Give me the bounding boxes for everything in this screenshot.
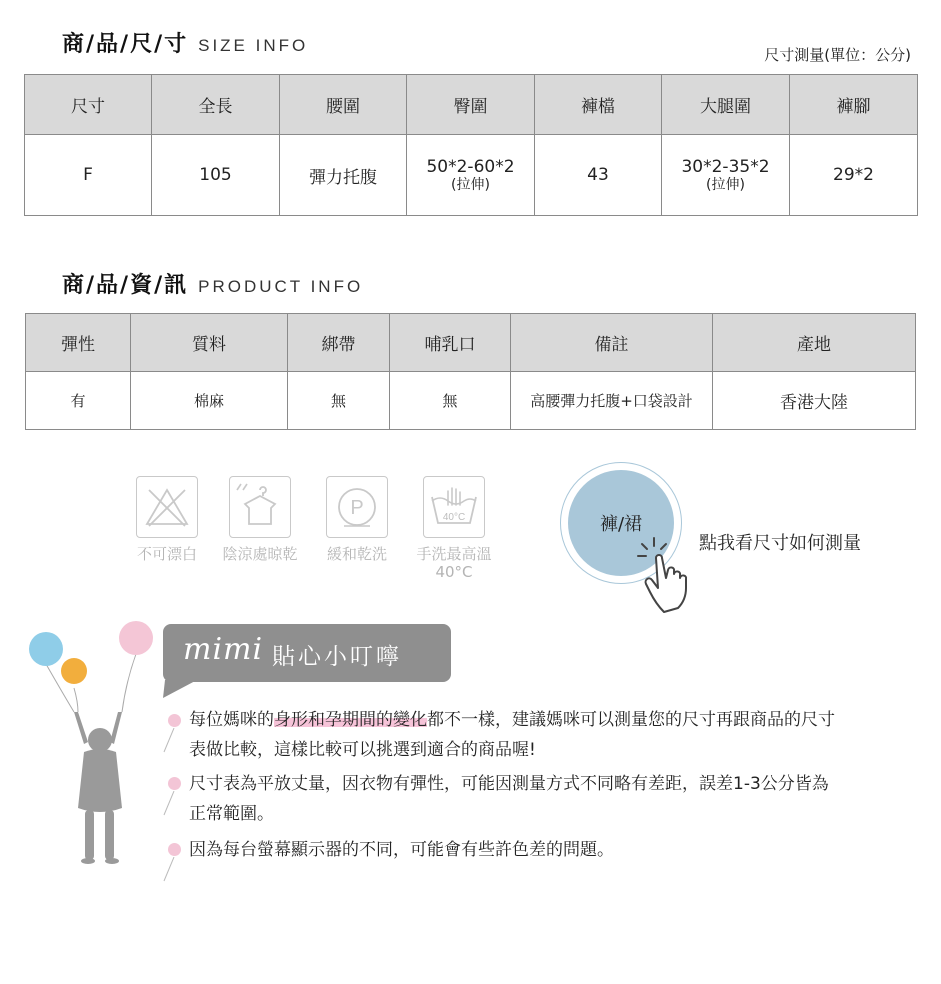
size-header-cell: 腰圍 [280,75,407,135]
thigh-note: (拉伸) [706,177,745,193]
size-cell-thigh [662,135,790,216]
size-section-heading [62,27,308,58]
size-cell: 43 [535,135,662,216]
shade-dry-icon [229,476,291,538]
hand-wash-temp: 40°C [435,563,473,581]
dry-clean-p-icon [326,476,388,538]
blue-balloon-icon [29,632,63,666]
product-section-subtitle: PRODUCT INFO [198,277,364,296]
size-section-subtitle: SIZE INFO [198,36,309,55]
size-header-cell: 褲檔 [535,75,662,135]
product-section-heading [62,268,363,299]
tip2-part-a: 尺寸表為平放丈量，因衣物有彈性，可能因測量方式不同略有差距，誤差1-3公分皆為 [189,774,829,794]
product-cell: 棉麻 [131,372,288,430]
product-cell: 有 [26,372,131,430]
measure-circle-label: 褲/裙 [568,470,674,576]
size-cell: 105 [152,135,280,216]
care-shade-dry [214,476,306,563]
product-header-cell: 彈性 [26,314,131,372]
size-table-header [25,75,918,135]
tip-item-3 [189,835,909,865]
product-cell: 高腰彈力托腹+口袋設計 [511,372,713,430]
product-header-cell: 質料 [131,314,288,372]
product-header-cell: 備註 [511,314,713,372]
tip-item-1 [189,705,909,765]
balloon-girl-illustration [22,612,167,870]
size-header-cell: 大腿圍 [662,75,790,135]
hip-note: (拉伸) [451,177,490,193]
bullet-dot-icon [168,714,181,727]
bullet-dot-icon [168,777,181,790]
tips-badge-script: mimi [183,632,264,667]
tip3-text: 因為每台螢幕顯示器的不同，可能會有些許色差的問題。 [189,840,614,860]
tip2-part-b: 正常範圍。 [189,804,274,824]
girl-silhouette-icon [74,712,122,864]
hand-wash-icon [423,476,485,538]
size-section-title: 商/品/尺/寸 [62,32,189,57]
hip-value: 50*2-60*2 [426,157,515,177]
hand-wash-temp-icon-text: 40°C [442,512,466,523]
unit-note: 尺寸測量(單位：公分) [764,46,911,64]
orange-balloon-icon [61,658,87,684]
pink-balloon-icon [119,621,153,655]
care-no-bleach [128,476,206,563]
size-cell-hip [407,135,535,216]
product-cell: 無 [288,372,390,430]
tip1-part-c: 表做比較，這樣比較可以挑選到適合的商品喔! [189,740,536,760]
no-bleach-label: 不可漂白 [136,545,197,563]
care-gentle-dry-clean [318,476,396,563]
size-header-cell: 全長 [152,75,280,135]
tip1-part-b: 都不一樣，建議媽咪可以測量您的尺寸再跟商品的尺寸 [427,710,835,730]
size-cell: 29*2 [790,135,918,216]
tip-item-2 [189,769,909,829]
size-header-cell: 尺寸 [25,75,152,135]
gentle-dry-clean-label: 緩和乾洗 [326,545,387,563]
tips-badge [163,624,451,682]
size-cell: 彈力托腹 [280,135,407,216]
product-cell: 香港大陸 [713,372,916,430]
tip1-highlight: 身形和孕期間的變化 [274,710,427,730]
dry-clean-p-letter: P [350,497,364,519]
bullet-dot-icon [168,843,181,856]
tip1-part-a: 每位媽咪的 [189,710,274,730]
shade-dry-label: 陰涼處晾乾 [222,545,298,563]
product-header-cell: 產地 [713,314,916,372]
product-header-cell: 綁帶 [288,314,390,372]
hand-wash-text: 手洗最高溫 [416,545,492,563]
bullet-stem-icon [162,857,176,883]
badge-pointer-icon [163,680,199,700]
product-table-header [26,314,916,372]
thigh-value: 30*2-35*2 [681,157,770,177]
bullet-stem-icon [162,728,176,754]
size-header-cell: 褲腳 [790,75,918,135]
hand-wash-label [408,545,500,581]
product-table-row [26,372,916,430]
size-table [24,74,918,216]
care-hand-wash [408,476,500,581]
measure-guide-link[interactable]: 點我看尺寸如何測量 [699,533,861,554]
product-section-title: 商/品/資/訊 [62,273,189,298]
product-table [25,313,916,430]
product-cell: 無 [390,372,511,430]
product-header-cell: 哺乳口 [390,314,511,372]
size-header-cell: 臀圍 [407,75,535,135]
size-table-row [25,135,918,216]
size-cell: F [25,135,152,216]
tips-badge-text: 貼心小叮嚀 [272,644,402,670]
bullet-stem-icon [162,791,176,817]
no-bleach-icon [136,476,198,538]
